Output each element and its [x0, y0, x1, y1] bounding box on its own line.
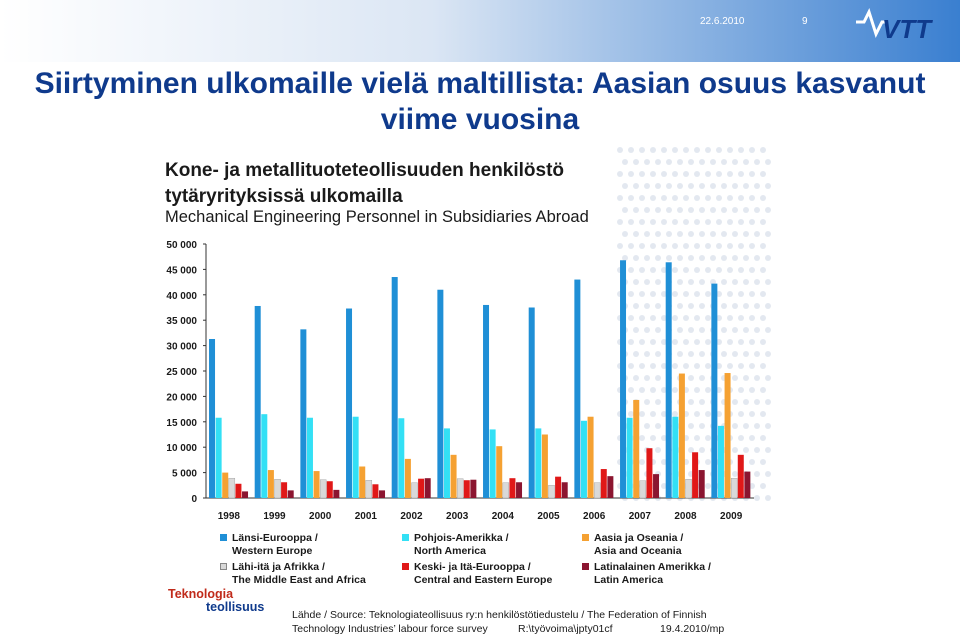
bar-2001-series-2 [359, 467, 365, 498]
y-tick-label: 5 000 [171, 468, 197, 480]
y-tick-label: 40 000 [166, 290, 197, 302]
legend-label-line2: Latin America [594, 574, 664, 586]
bar-2007-series-3 [640, 481, 646, 498]
bar-2002-series-0 [392, 277, 398, 498]
legend-label-line1: Lähi-itä ja Afrikka / [232, 561, 325, 573]
y-tick-label: 15 000 [166, 417, 197, 429]
bar-2007-series-2 [633, 400, 639, 498]
legend-item [414, 561, 552, 587]
bar-1998-series-4 [235, 484, 241, 498]
bar-1998-series-0 [209, 339, 215, 498]
bar-2001-series-1 [353, 417, 359, 498]
chart-title-fi: Kone- ja metallituoteteollisuuden henkilöstö tytäryrityksissä ulkomailla [165, 160, 565, 207]
bar-2006-series-1 [581, 421, 587, 498]
source-note [292, 608, 732, 636]
legend-label-line1: Keski- ja Itä-Eurooppa / [414, 561, 531, 573]
legend-label-line2: Asia and Oceania [594, 545, 682, 557]
x-tick-label: 2009 [720, 511, 743, 522]
bar-2008-series-1 [672, 417, 678, 498]
legend-label-line2: Western Europe [232, 545, 313, 557]
bar-2005-series-2 [542, 435, 548, 499]
slide-title-line2: viime vuosina [380, 103, 580, 136]
bar-2008-series-2 [679, 374, 685, 498]
bar-2004-series-3 [503, 483, 509, 498]
legend-item [414, 532, 509, 558]
bar-2006-series-5 [607, 476, 613, 498]
legend-swatch [582, 534, 589, 541]
bar-2002-series-1 [398, 418, 404, 498]
bar-2005-series-4 [555, 477, 561, 498]
bar-2001-series-4 [372, 484, 378, 498]
bar-1999-series-3 [275, 479, 281, 498]
slide-date: 22.6.2010 [700, 16, 745, 27]
bar-2005-series-0 [529, 308, 535, 499]
bar-1999-series-5 [288, 490, 294, 498]
legend-label-line1: Pohjois-Amerikka / [414, 532, 509, 544]
legend-item [232, 532, 318, 558]
bar-2007-series-0 [620, 260, 626, 498]
x-tick-label: 2007 [628, 511, 651, 522]
x-tick-label: 1998 [217, 511, 240, 522]
x-tick-label: 2003 [446, 511, 469, 522]
y-tick-label: 0 [191, 494, 197, 505]
source-line2 [292, 622, 732, 636]
bar-2000-series-2 [314, 471, 320, 498]
legend-item [594, 561, 711, 587]
x-tick-label: 1999 [263, 511, 286, 522]
bar-2009-series-2 [725, 373, 731, 498]
teknologiateollisuus-logo [168, 588, 264, 614]
bar-2008-series-3 [686, 479, 692, 498]
bar-2006-series-0 [574, 280, 580, 498]
legend-swatch [402, 563, 409, 570]
bar-2006-series-3 [594, 483, 600, 498]
bar-2008-series-4 [692, 452, 698, 498]
y-tick-label: 35 000 [166, 316, 197, 328]
bar-2000-series-3 [320, 480, 326, 498]
legend-swatch [220, 563, 227, 570]
bar-2001-series-3 [366, 480, 372, 498]
bar-2004-series-1 [490, 429, 496, 498]
bar-2009-series-0 [711, 284, 717, 498]
x-tick-label: 2001 [354, 511, 377, 522]
x-tick-label: 2006 [583, 511, 606, 522]
bar-2003-series-4 [464, 480, 470, 498]
page-number: 9 [802, 16, 808, 27]
bar-1998-series-2 [222, 473, 228, 498]
x-tick-label: 2000 [309, 511, 332, 522]
source-file: R:\työvoima\jpty01cf [518, 623, 613, 635]
brand-line1: Teknologia [168, 587, 234, 601]
bar-2009-series-1 [718, 426, 724, 498]
legend-label-line2: Central and Eastern Europe [414, 574, 553, 586]
bar-2007-series-1 [627, 418, 633, 498]
bar-1999-series-4 [281, 482, 287, 498]
legend-label-line1: Aasia ja Oseania / [594, 532, 684, 544]
bar-2000-series-1 [307, 418, 313, 498]
bar-1999-series-2 [268, 470, 274, 498]
y-tick-label: 50 000 [166, 240, 197, 251]
bar-2003-series-2 [451, 455, 457, 498]
legend-swatch [220, 534, 227, 541]
x-tick-label: 2002 [400, 511, 423, 522]
chart-title-en: Mechanical Engineering Personnel in Subsidiaries Abroad [165, 208, 589, 226]
slide-title-line1: Siirtyminen ulkomaille vielä maltillista: Aasian osuus kasvanut [34, 67, 926, 100]
legend-label-line1: Latinalainen Amerikka / [594, 561, 711, 573]
y-tick-label: 30 000 [166, 341, 197, 353]
bar-2006-series-4 [601, 469, 607, 498]
legend-swatch [582, 563, 589, 570]
bar-2004-series-2 [496, 446, 502, 498]
bar-2002-series-2 [405, 459, 411, 498]
bar-2009-series-4 [738, 455, 744, 498]
bar-1998-series-5 [242, 491, 248, 498]
bar-2009-series-3 [731, 478, 737, 498]
x-tick-label: 2008 [674, 511, 697, 522]
bar-2002-series-4 [418, 479, 424, 498]
brand-line2: teollisuus [206, 600, 265, 614]
y-tick-label: 20 000 [166, 392, 197, 404]
bar-2005-series-1 [535, 428, 541, 498]
x-tick-label: 2005 [537, 511, 560, 522]
source-line1: Lähde / Source: Teknologiateollisuus ry:n henkilöstötiedustelu / The Federation of Finnish [292, 609, 707, 621]
bar-2009-series-5 [744, 472, 750, 498]
y-tick-label: 45 000 [166, 265, 197, 277]
bar-2002-series-5 [425, 478, 431, 498]
bar-1998-series-1 [216, 418, 222, 498]
bar-2003-series-3 [457, 479, 463, 498]
bar-2001-series-0 [346, 309, 352, 498]
bar-2001-series-5 [379, 490, 385, 498]
bar-2004-series-4 [509, 478, 515, 498]
bar-2000-series-0 [300, 329, 306, 498]
bar-2003-series-5 [470, 480, 476, 498]
legend-item [232, 561, 366, 587]
legend-label-line1: Länsi-Eurooppa / [232, 532, 318, 544]
source-survey: Technology Industries’ labour force survey [292, 623, 488, 635]
bar-2000-series-5 [333, 490, 339, 498]
legend-label-line2: North America [414, 545, 486, 557]
bar-2008-series-5 [699, 470, 705, 498]
y-tick-label: 10 000 [166, 443, 197, 455]
source-date: 19.4.2010/mp [660, 623, 725, 635]
bar-1999-series-0 [255, 306, 261, 498]
bar-1999-series-1 [261, 414, 267, 498]
vtt-logo-text: VTT [882, 14, 932, 44]
bar-2007-series-4 [646, 448, 652, 498]
bar-2008-series-0 [666, 262, 672, 498]
bar-2005-series-5 [562, 482, 568, 498]
bar-2005-series-3 [549, 485, 555, 498]
bar-2004-series-5 [516, 482, 522, 498]
y-tick-label: 25 000 [166, 367, 197, 378]
bar-2004-series-0 [483, 305, 489, 498]
bar-1998-series-3 [229, 478, 235, 498]
bar-2006-series-2 [588, 417, 594, 498]
legend-item [594, 532, 683, 558]
bar-2002-series-3 [412, 483, 418, 498]
legend-label-line2: The Middle East and Africa [232, 574, 366, 586]
legend-swatch [402, 534, 409, 541]
x-tick-label: 2004 [491, 511, 514, 522]
bar-2003-series-1 [444, 428, 450, 498]
bar-2000-series-4 [327, 481, 333, 498]
bar-2007-series-5 [653, 474, 659, 498]
bar-2003-series-0 [437, 290, 443, 498]
